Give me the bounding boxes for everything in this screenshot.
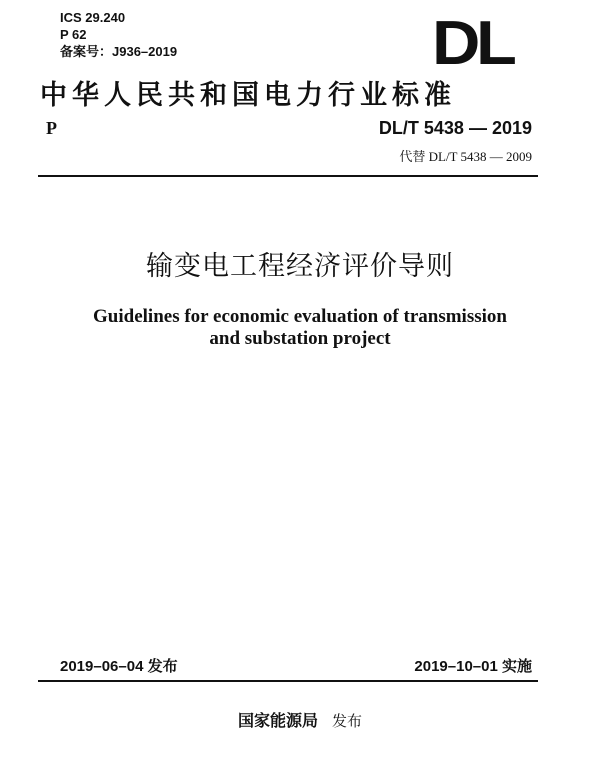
classification-code: P [46,118,57,138]
publisher-name: 国家能源局 [237,711,318,730]
replaces-standard: 代替 DL/T 5438 — 2009 [399,149,532,164]
publisher-line [0,708,600,731]
standard-number: DL/T 5438 — 2019 [378,118,532,138]
ccs-code: P 62 [60,27,87,42]
record-number: 备案号：J936–2019 [60,44,178,59]
document-title-english [0,306,600,350]
document-title-chinese: 输变电工程经济评价导则 [146,251,454,282]
implementation-date: 2019–10–01 实施 [414,658,532,675]
title-english-line-2: and substation project [209,328,391,349]
top-divider [38,175,538,177]
ics-code: ICS 29.240 [60,10,126,25]
dl-logo: DL [432,9,513,78]
issue-date: 2019–06–04 发布 [60,658,178,675]
organization-title: 中华人民共和国电力行业标准 [40,80,456,111]
bottom-divider [38,680,538,682]
title-english-line-1: Guidelines for economic evaluation of transmission [93,306,507,327]
publisher-verb: 发布 [332,712,363,730]
